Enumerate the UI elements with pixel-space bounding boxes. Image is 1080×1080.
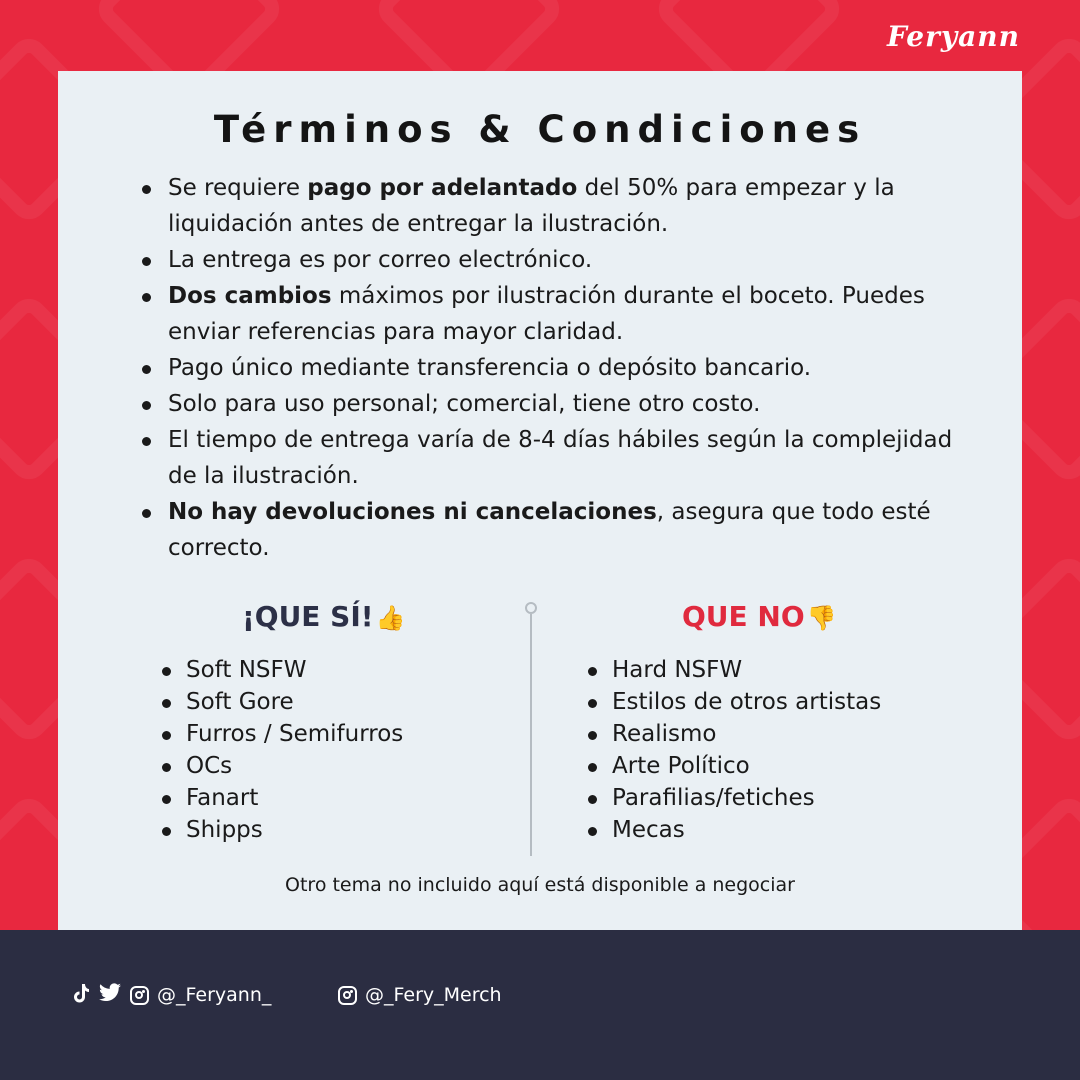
yes-list-item: OCs [160,750,403,782]
divider-knob [525,602,537,614]
term-item: Se requiere pago por adelantado del 50% para empezar y la liquidación antes de entregar la ilustración. [140,170,970,242]
term-item: Dos cambios máximos por ilustración durante el boceto. Puedes enviar referencias para mayor claridad. [140,278,970,350]
no-list-item: Estilos de otros artistas [586,686,881,718]
term-item: El tiempo de entrega varía de 8-4 días hábiles según la complejidad de la ilustración. [140,422,970,494]
no-list [586,654,881,846]
no-list-item: Arte Político [586,750,881,782]
no-list-item: Hard NSFW [586,654,881,686]
social-handle-main[interactable] [72,980,271,1010]
thumbs-down-icon: 👎 [806,604,837,632]
yes-list-item: Shipps [160,814,403,846]
tiktok-icon [72,983,90,1008]
term-item: Solo para uso personal; comercial, tiene otro costo. [140,386,970,422]
negotiation-note: Otro tema no incluido aquí está disponible a negociar [285,874,795,896]
term-item: La entrega es por correo electrónico. [140,242,970,278]
no-heading [682,600,837,633]
no-heading-text: QUE NO [682,600,805,633]
no-list-item: Mecas [586,814,881,846]
thumbs-up-icon: 👍 [375,604,406,632]
column-divider [530,614,532,856]
handle-merch-text: @_Fery_Merch [365,984,502,1006]
no-list-item: Parafilias/fetiches [586,782,881,814]
handle-main-text: @_Feryann_ [157,984,272,1006]
term-item: Pago único mediante transferencia o depósito bancario. [140,350,970,386]
twitter-icon [98,983,122,1008]
yes-list [160,654,403,846]
yes-list-item: Soft Gore [160,686,403,718]
yes-list-item: Soft NSFW [160,654,403,686]
yes-heading-text: ¡QUE SÍ! [242,600,374,633]
term-item: No hay devoluciones ni cancelaciones, asegura que todo esté correcto. [140,494,970,566]
no-list-item: Realismo [586,718,881,750]
yes-list-item: Furros / Semifurros [160,718,403,750]
instagram-icon [130,986,149,1005]
yes-list-item: Fanart [160,782,403,814]
terms-list [140,170,970,566]
brand-logo: Feryann [886,20,1020,53]
instagram-icon [338,986,357,1005]
social-handle-merch[interactable] [338,980,502,1010]
page-title: Términos & Condiciones [213,108,867,151]
yes-heading [242,600,405,633]
